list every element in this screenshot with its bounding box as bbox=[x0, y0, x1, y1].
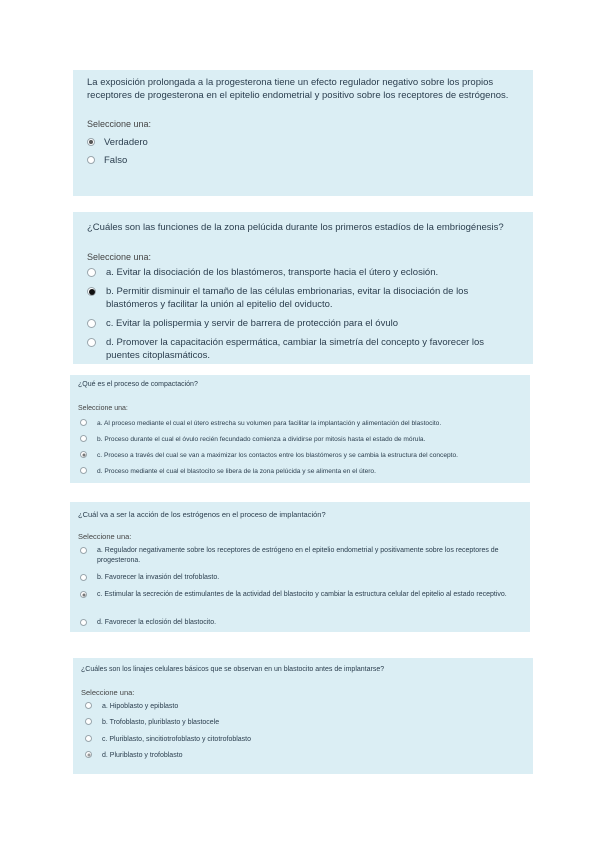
option-label: Verdadero bbox=[104, 137, 148, 148]
option-a[interactable] bbox=[80, 419, 520, 428]
option-label: c. Estimular la secreción de estimulantes de la actividad del blastocito y cambiar la estructura celular del epitelio al estado receptivo. bbox=[97, 591, 507, 598]
question-text: ¿Cuáles son las funciones de la zona pelúcida durante los primeros estadíos de la embriogénesis? bbox=[87, 222, 504, 233]
radio-button[interactable] bbox=[80, 467, 87, 474]
option-label: b. Proceso durante el cual el óvulo recién fecundado comienza a dividirse por mitosis hasta el estado de mórula. bbox=[97, 436, 426, 443]
option-falso[interactable] bbox=[87, 154, 127, 167]
option-label: c. Evitar la polispermia y servir de barrera de protección para el óvulo bbox=[106, 318, 398, 329]
option-label: d. Proceso mediante el cual el blastocito se libera de la zona pelúcida y se alimenta en el útero. bbox=[97, 468, 376, 475]
question-text: ¿Cuáles son los linajes celulares básicos que se observan en un blastocito antes de implantarse? bbox=[81, 666, 385, 673]
option-label: c. Pluriblasto, sincitiotrofoblasto y citotrofoblasto bbox=[102, 736, 252, 743]
option-label: b. Trofoblasto, pluriblasto y blastocele bbox=[102, 719, 220, 726]
question-card-5 bbox=[73, 658, 533, 774]
option-b[interactable] bbox=[87, 285, 512, 311]
option-label: Falso bbox=[104, 155, 128, 166]
radio-button[interactable] bbox=[85, 718, 92, 725]
radio-button[interactable] bbox=[80, 419, 87, 426]
radio-button-selected[interactable] bbox=[80, 591, 87, 598]
radio-button[interactable] bbox=[87, 319, 96, 328]
select-label: Seleccione una: bbox=[78, 532, 132, 541]
question-card-1 bbox=[73, 70, 533, 196]
option-verdadero[interactable] bbox=[87, 136, 148, 149]
option-d[interactable] bbox=[85, 751, 515, 760]
question-card-4 bbox=[70, 502, 530, 632]
radio-button[interactable] bbox=[87, 338, 96, 347]
option-c[interactable] bbox=[87, 317, 512, 330]
question-card-2 bbox=[73, 212, 533, 364]
option-d[interactable] bbox=[80, 618, 510, 628]
option-a[interactable] bbox=[85, 702, 515, 711]
radio-button[interactable] bbox=[80, 619, 87, 626]
question-text: ¿Cuál va a ser la acción de los estrógenos en el proceso de implantación? bbox=[78, 510, 326, 519]
option-label: a. Regulador negativamente sobre los receptores de estrógeno en el epitelio endometrial y positivamente sobre los receptores de progesterona. bbox=[97, 547, 499, 564]
select-label: Seleccione una: bbox=[81, 688, 135, 697]
option-c[interactable] bbox=[80, 451, 520, 460]
option-label: a. Al proceso mediante el cual el útero estrecha su volumen para facilitar la implantación y alimentación del blastocito. bbox=[97, 420, 442, 427]
radio-button[interactable] bbox=[87, 268, 96, 277]
option-b[interactable] bbox=[80, 435, 520, 444]
question-text: La exposición prolongada a la progesterona tiene un efecto regulador negativo sobre los propios receptores de progesterona en el epitelio endometrial y positivo sobre los receptores de estrógenos. bbox=[87, 77, 509, 101]
question-text: ¿Qué es el proceso de compactación? bbox=[78, 381, 198, 388]
option-b[interactable] bbox=[85, 718, 515, 727]
option-label: c. Proceso a través del cual se van a maximizar los contactos entre los blastómeros y se cambia la estructura del concepto. bbox=[97, 452, 458, 459]
select-label: Seleccione una: bbox=[78, 405, 128, 412]
option-label: a. Hipoblasto y epiblasto bbox=[102, 703, 179, 710]
radio-button[interactable] bbox=[80, 574, 87, 581]
select-label: Seleccione una: bbox=[87, 252, 152, 262]
option-label: b. Permitir disminuir el tamaño de las células embrionarias, evitar la disociación de los blastómeros y facilitar la unión al epitelio del oviducto. bbox=[106, 286, 469, 310]
option-c[interactable] bbox=[80, 590, 510, 600]
option-d[interactable] bbox=[87, 336, 512, 362]
question-card-3 bbox=[70, 375, 530, 483]
radio-button[interactable] bbox=[87, 156, 95, 164]
radio-button-selected[interactable] bbox=[80, 451, 87, 458]
option-d[interactable] bbox=[80, 467, 520, 476]
radio-button[interactable] bbox=[80, 547, 87, 554]
option-a[interactable] bbox=[80, 546, 510, 566]
option-b[interactable] bbox=[80, 573, 510, 583]
option-c[interactable] bbox=[85, 735, 515, 744]
radio-button-selected[interactable] bbox=[87, 138, 95, 146]
option-a[interactable] bbox=[87, 266, 512, 279]
option-label: d. Favorecer la eclosión del blastocito. bbox=[97, 619, 217, 626]
radio-button[interactable] bbox=[85, 702, 92, 709]
radio-button-selected[interactable] bbox=[87, 287, 96, 296]
radio-button-selected[interactable] bbox=[85, 751, 92, 758]
radio-button[interactable] bbox=[80, 435, 87, 442]
option-label: d. Promover la capacitación espermática, cambiar la simetría del concepto y favorecer los puentes citoplasmáticos. bbox=[106, 337, 485, 361]
option-label: a. Evitar la disociación de los blastómeros, transporte hacia el útero y eclosión. bbox=[106, 267, 439, 278]
select-label: Seleccione una: bbox=[87, 119, 152, 129]
option-label: b. Favorecer la invasión del trofoblasto. bbox=[97, 574, 220, 581]
radio-button[interactable] bbox=[85, 735, 92, 742]
option-label: d. Pluriblasto y trofoblasto bbox=[102, 752, 183, 759]
